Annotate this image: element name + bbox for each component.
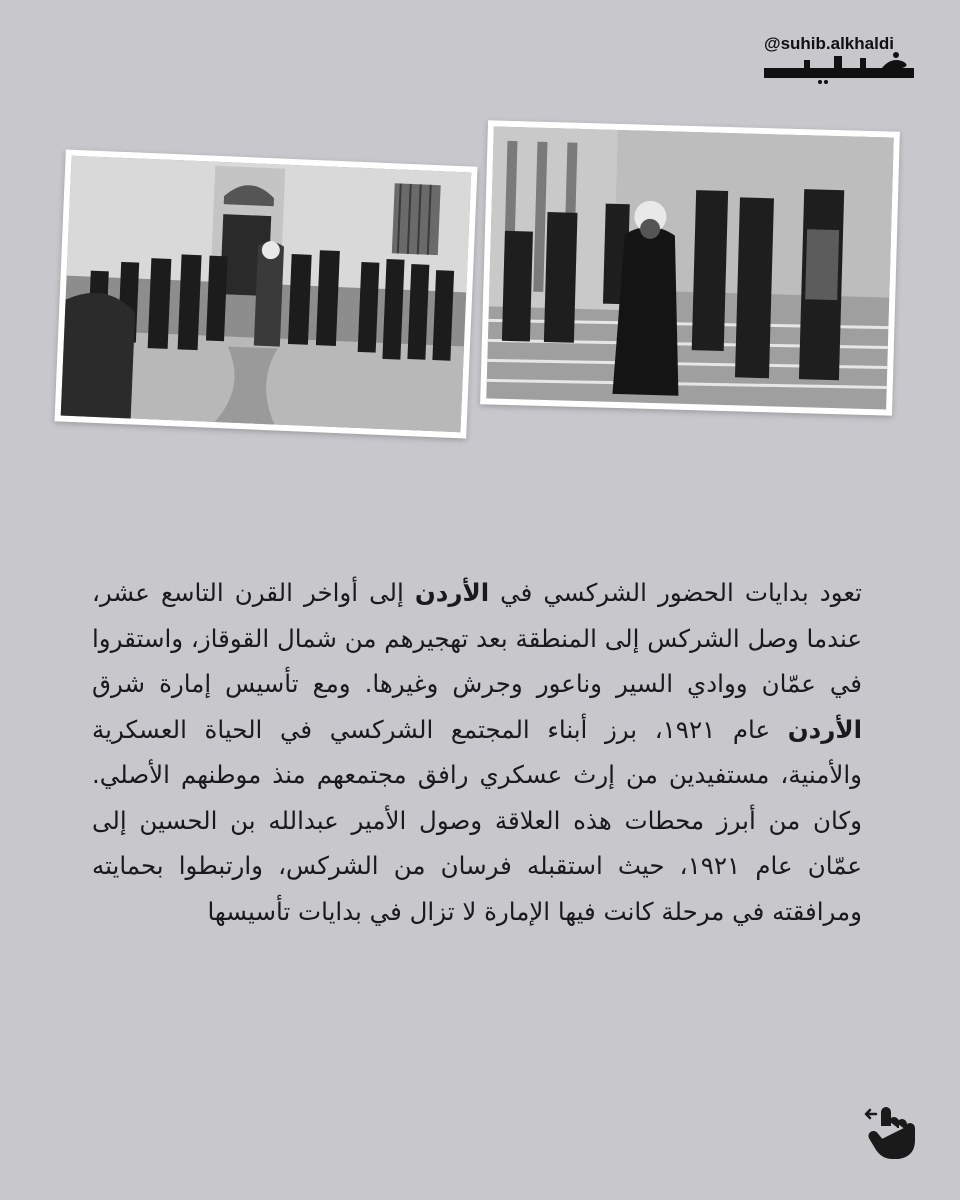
brand-handle: @suhib.alkhaldi xyxy=(764,34,894,53)
historic-photo-salute xyxy=(480,120,900,415)
historic-photo-procession xyxy=(54,149,477,438)
brand-logo xyxy=(764,52,914,84)
brand-signature xyxy=(764,30,914,80)
highlight-jordan: الأردن xyxy=(414,578,490,607)
article-body xyxy=(92,570,862,934)
article-text: إلى أواخر القرن التاسع عشر، عندما وصل الشركس إلى المنطقة بعد تهجيرهم من شمال القوقاز، واستقروا في عمّان ووادي السير وناعور وجرش وغيرها. ومع تأسيس إمارة شرق xyxy=(92,578,862,698)
highlight-jordan: الأردن xyxy=(787,714,862,744)
hand-swipe-icon xyxy=(862,1100,926,1164)
article-text: تعود بدايات الحضور الشركسي في xyxy=(489,578,862,607)
article-text: عام ١٩٢١، برز أبناء المجتمع الشركسي في الحياة العسكرية والأمنية، مستفيدين من إرث عسكري رافق مجتمعهم منذ موطنهم الأصلي. وكان من أبرز محطات هذه العلاقة وصول الأمير عبدالله بن الحسين إلى عمّان عام ١٩٢١، حيث استقبله فرسان من الشركس، وارتبطوا بحمايته ومرافقته في مرحلة كانت فيها الإمارة لا تزال في بدايات تأسيسها xyxy=(92,714,862,926)
